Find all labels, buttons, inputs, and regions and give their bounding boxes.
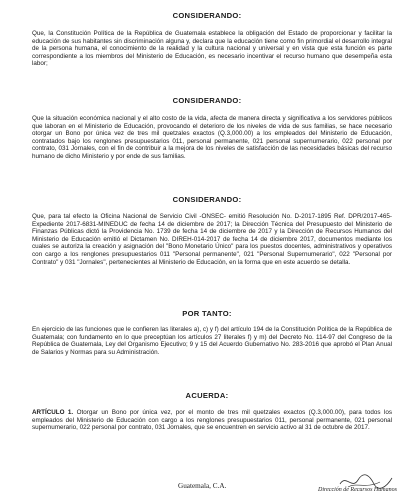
section-paragraph: En ejercicio de las funciones que le confieren las literales a), c) y f) del artículo 194 de la Constitución Política de la República de Guatemala; con fundamento en lo que preceptúan los artículos 27 literales f) y m) del Decreto No. 114-97 del Congreso de la República de Guatemala, Ley del Organismo Ejecutivo; 9 y 15 del Acuerdo Gubernativo No. 283-2016 que aprobó el Plan Anual de Salarios y Normas para su Administración. <box>32 326 392 356</box>
signature-mark <box>336 470 396 492</box>
section-paragraph: Que, para tal efecto la Oficina Nacional de Servicio Civil -ONSEC- emitió Resolución No. D-2017-1895 Ref. DPR/2017-465-Expediente 2017-6831-MINEDUC de fecha 14 de diciembre de 2017; la Dirección Técnica del Presupuesto del Ministerio de Finanzas Públicas dictó la Providencia No. 1739 de fecha 14 de diciembre de 2017 y la Dirección de Recursos Humanos del Ministerio de Educación emitió el Dictamen No. DIREH-014-2017 de fecha 14 de diciembre 2017, documentos mediante los cuales se autoriza la creación y asignación del "Bono Monetario Único" para los puestos docentes, administrativos y operativos con cargo a los renglones presupuestarios 011 "Personal permanente", 021 "Personal Supernumerario", 022 "Personal por Contrato" y 031 "Jornales", pertenecientes al Ministerio de Educación, en la forma que en este acuerdo se detalla. <box>32 213 392 266</box>
section-heading: POR TANTO: <box>182 309 232 318</box>
section-paragraph: Que, la Constitución Política de la República de Guatemala establece la obligación del Estado de proporcionar y facilitar la educación de sus habitantes sin discriminación alguna y, declara que la educación tiene como fin primordial el desarrollo integral de la persona humana, el conocimiento de la realidad y la cultura nacional y universal y en vista que esta función es parte correspondiente a los miembros del Ministerio de Educación, es necesario incentivar el recurso humano que desempeña esta labor; <box>32 30 392 68</box>
article-text: Otorgar un Bono por única vez, por el monto de tres mil quetzales exactos (Q.3,000.00), para todos los empleados del Ministerio de Educación con cargo a los renglones presupuestarios 011, personal permanente, 021 personal supernumerario, 022 personal por contrato, 031 Jornales, que se encuentren en servicio activo al 31 de octubre de 2017. <box>32 409 393 432</box>
section-heading: ACUERDA: <box>185 391 229 400</box>
section-heading: CONSIDERANDO: <box>172 11 242 20</box>
section-heading: CONSIDERANDO: <box>172 195 242 204</box>
footer-place: Guatemala, C.A. <box>178 482 227 490</box>
article-paragraph <box>32 409 392 432</box>
article-lead: ARTÍCULO 1. <box>32 409 74 416</box>
section-paragraph: Que la situación económica nacional y el alto costo de la vida, afecta de manera directa y significativa a los servidores públicos que laboran en el Ministerio de Educación, provocando el deterioro de los niveles de vida de sus familias, se hace necesario otorgar un Bono por única vez de tres mil quetzales exactos (Q.3,000.00) a los empleados del Ministerio de Educación, contratados bajo los renglones presupuestarios 011, personal permanente, 021 personal supernumerario, 022 personal por contrato, 031 Jornales, con el fin de contribuir a la mejora de los niveles de satisfacción de las necesidades básicas del recurso humano de dicho Ministerio y por ende de sus familias. <box>32 115 392 160</box>
section-heading: CONSIDERANDO: <box>172 96 242 105</box>
footer-office: Dirección de Recursos Humanos <box>318 487 397 493</box>
